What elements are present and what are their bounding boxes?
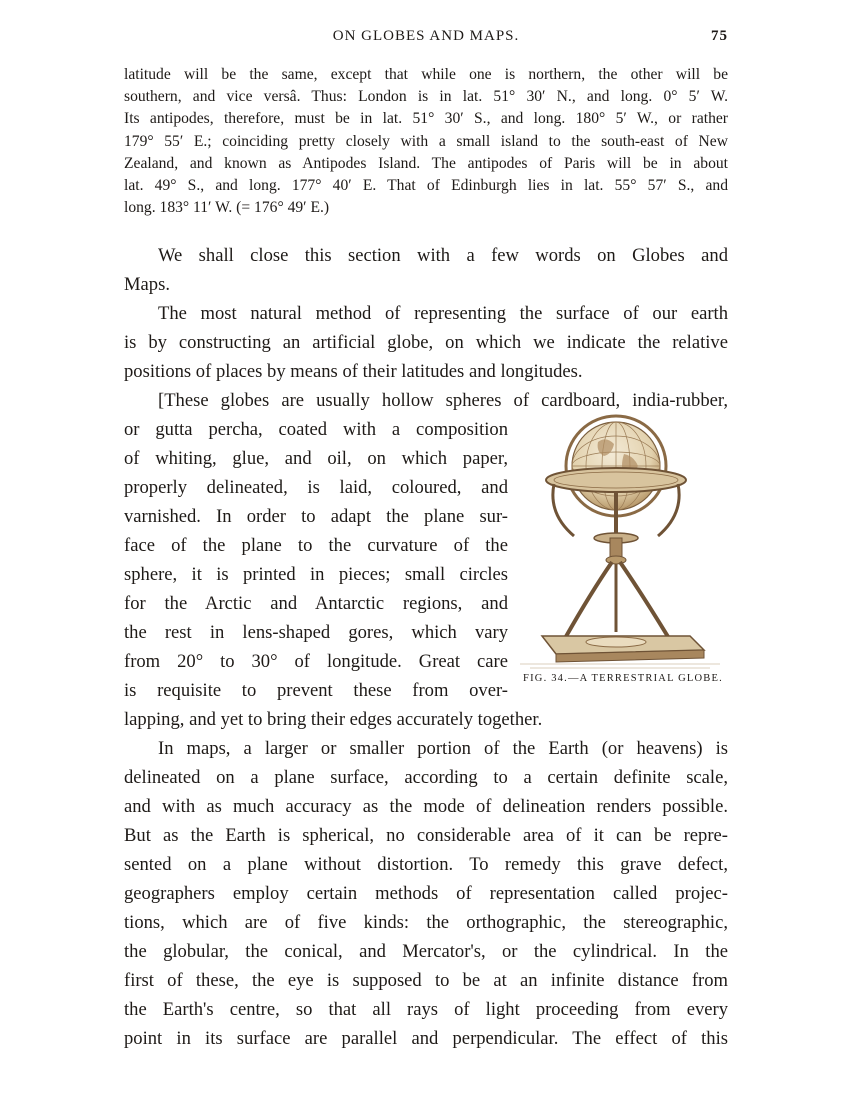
text-line: varnished. In order to adapt the plane sur- <box>124 506 508 527</box>
note-line: lat. 49° S., and long. 177° 40′ E. That of Edinburgh lies in lat. 55° 57′ S., and <box>124 176 728 194</box>
text-line: face of the plane to the curvature of the <box>124 535 508 556</box>
text-line: and with as much accuracy as the mode of delineation renders possible. <box>124 796 728 817</box>
running-head-title: ON GLOBES AND MAPS. <box>332 28 520 44</box>
text-line: geographers employ certain methods of representation called projec- <box>124 883 728 904</box>
paragraph-globe-construction <box>124 415 508 705</box>
note-line: long. 183° 11′ W. (= 176° 49′ E.) <box>124 199 330 217</box>
text-line: first of these, the eye is supposed to be at an infinite distance from <box>124 970 728 991</box>
paragraph-artificial-globe <box>124 299 728 386</box>
text-line: point in its surface are parallel and perpendicular. The effect of this <box>124 1028 728 1049</box>
note-line: Its antipodes, therefore, must be in lat. 51° 30′ S., and long. 180° 5′ W., or rather <box>124 110 728 128</box>
text-line: [These globes are usually hollow spheres of cardboard, india-rubber, <box>158 390 728 411</box>
text-line: We shall close this section with a few words on Globes and <box>158 245 728 266</box>
text-line: The most natural method of representing the surface of our earth <box>158 303 728 324</box>
text-line: properly delineated, is laid, coloured, and <box>124 477 508 498</box>
paragraph-globe-construction-first <box>124 386 728 415</box>
footnote-paragraph <box>124 64 728 219</box>
paragraph-globes-intro <box>124 241 728 299</box>
text-line: tions, which are of five kinds: the orthographic, the stereographic, <box>124 912 728 933</box>
running-head <box>124 28 728 50</box>
text-line: In maps, a larger or smaller portion of the Earth (or heavens) is <box>158 738 728 759</box>
note-line: Zealand, and known as Antipodes Island. The antipodes of Paris will be in about <box>124 154 728 172</box>
text-line: is requisite to prevent these from over- <box>124 680 508 701</box>
text-line: But as the Earth is spherical, no considerable area of it can be repre- <box>124 825 728 846</box>
text-line: the rest in lens-shaped gores, which vary <box>124 622 508 643</box>
terrestrial-globe-figure <box>520 414 720 674</box>
text-line: sphere, it is printed in pieces; small circles <box>124 564 508 585</box>
text-line: positions of places by means of their latitudes and longitudes. <box>124 361 583 382</box>
text-line: or gutta percha, coated with a composition <box>124 419 508 440</box>
text-line: the Earth's centre, so that all rays of light proceeding from every <box>124 999 728 1020</box>
figure-caption: FIG. 34.—A TERRESTRIAL GLOBE. <box>523 673 723 684</box>
text-line: lapping, and yet to bring their edges accurately together. <box>124 709 543 730</box>
text-line: of whiting, glue, and oil, on which paper, <box>124 448 508 469</box>
text-line: is by constructing an artificial globe, on which we indicate the relative <box>124 332 728 353</box>
page-number: 75 <box>711 28 728 44</box>
text-line: the globular, the conical, and Mercator's, or the cylindrical. In the <box>124 941 728 962</box>
text-line: from 20° to 30° of longitude. Great care <box>124 651 508 672</box>
note-line: 179° 55′ E.; coinciding pretty closely with a small island to the south-east of New <box>124 132 728 150</box>
text-line: Maps. <box>124 274 170 295</box>
note-line: southern, and vice versâ. Thus: London is in lat. 51° 30′ N., and long. 0° 5′ W. <box>124 88 728 106</box>
globe-engraving-icon <box>520 414 720 672</box>
paragraph-globe-construction-end <box>124 705 728 734</box>
note-line: latitude will be the same, except that while one is northern, the other will be <box>124 66 728 83</box>
paragraph-maps-projections <box>124 734 728 1053</box>
text-line: delineated on a plane surface, according to a certain definite scale, <box>124 767 728 788</box>
text-line: sented on a plane without distortion. To remedy this grave defect, <box>124 854 728 875</box>
text-line: for the Arctic and Antarctic regions, and <box>124 593 508 614</box>
